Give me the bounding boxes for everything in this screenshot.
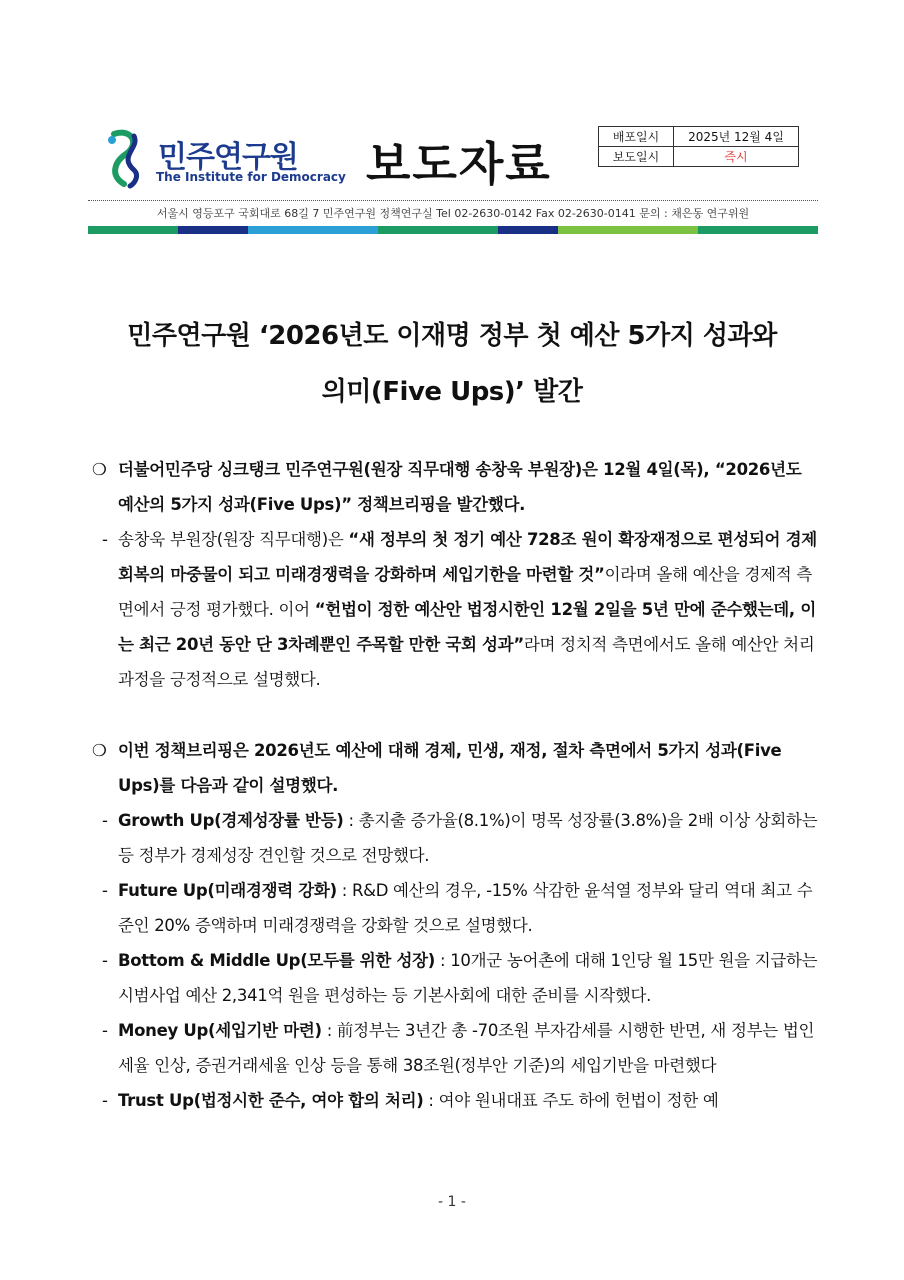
release-info-table [598, 126, 799, 167]
item-heading: Trust Up(법정시한 준수, 여야 합의 처리) [118, 1091, 424, 1110]
header-divider [88, 200, 818, 201]
section-2-text: 이번 정책브리핑은 2026년도 예산에 대해 경제, 민생, 재정, 절차 측면에서 5가지 성과(Five Ups)를 다음과 같이 설명했다. [118, 741, 782, 795]
quote-2: “헌법이 정한 예산안 법정시한인 12월 2일을 5년 만에 준수했는데, 이는 최근 20년 동안 단 3차례뿐인 주목할 만한 국회 성과” [118, 600, 816, 654]
item-body: : R&D 예산의 경우, -15% 삭감한 윤석열 정부와 달리 역대 최고 수준인 20% 증액하며 미래경쟁력을 강화할 것으로 설명했다. [118, 881, 813, 935]
circle-bullet-icon: ❍ [92, 460, 107, 479]
quote-mid: 이라며 올해 예산을 경제적 측면에서 긍정 평가했다. 이어 [118, 565, 813, 619]
embargo-label: 보도일시 [599, 147, 674, 167]
item-heading: Money Up(세입기반 마련) [118, 1021, 322, 1040]
title-line-1: 민주연구원 ‘2026년도 이재명 정부 첫 예산 5가지 성과와 [127, 321, 777, 351]
item-body: : 여야 원내대표 주도 하에 헌법이 정한 예 [423, 1091, 719, 1110]
color-segment [698, 226, 818, 234]
section-2-lead [92, 733, 822, 803]
dash-bullet: - [102, 1021, 108, 1040]
list-item [92, 943, 822, 1013]
color-segment [498, 226, 558, 234]
embargo-value: 즉시 [674, 147, 799, 167]
item-heading: Growth Up(경제성장률 반등) [118, 811, 344, 830]
list-item [92, 803, 822, 873]
institute-name: 민주연구원 [158, 140, 298, 175]
color-segment [248, 226, 378, 234]
title-line-2: 의미(Five Ups)’ 발간 [321, 377, 583, 407]
list-item [92, 1013, 822, 1083]
press-header [88, 118, 818, 198]
quote-1: “새 정부의 첫 정기 예산 728조 원이 확장재정으로 편성되어 경제회복의 마중물이 되고 미래경쟁력을 강화하며 세입기한을 마련할 것” [118, 530, 817, 584]
contact-line: 서울시 영등포구 국회대로 68길 7 민주연구원 정책연구실 Tel 02-2630-0142 Fax 02-2630-0141 문의 : 채은동 연구위원 [156, 207, 750, 220]
section-1-detail [92, 522, 822, 697]
document-body [92, 452, 822, 1118]
dash-bullet: - [102, 951, 108, 970]
quote-end: 라며 정치적 측면에서도 올해 예산안 처리 과정을 긍정적으로 설명했다. [118, 635, 815, 689]
item-heading: Bottom & Middle Up(모두를 위한 성장) [118, 951, 436, 970]
list-item [92, 1083, 822, 1118]
color-segment [378, 226, 498, 234]
list-item [92, 873, 822, 943]
dash-bullet: - [102, 530, 108, 549]
item-body: : 10개군 농어촌에 대해 1인당 월 15만 원을 지급하는 시범사업 예산 2,341억 원을 편성하는 등 기본사회에 대한 준비를 시작했다. [118, 951, 818, 1005]
page-number: - 1 - [438, 1194, 466, 1210]
release-date-label: 배포일시 [599, 127, 674, 147]
section-1-text: 더불어민주당 싱크탱크 민주연구원(원장 직무대행 송창욱 부원장)은 12월 4일(목), “2026년도 예산의 5가지 성과(Five Ups)” 정책브리핑을 발간했다. [118, 460, 802, 514]
item-heading: Future Up(미래경쟁력 강화) [118, 881, 337, 900]
release-date-value: 2025년 12월 4일 [674, 127, 799, 147]
item-body: : 前정부는 3년간 총 -70조원 부자감세를 시행한 반면, 새 정부는 법인세율 인상, 증권거래세율 인상 등을 통해 38조원(정부안 기준)의 세입기반을 마련했다 [118, 1021, 815, 1075]
section-1-lead [92, 452, 822, 522]
press-release-title: 보도자료 [366, 137, 552, 191]
dash-bullet: - [102, 1091, 108, 1110]
document-title [60, 308, 844, 420]
dash-bullet: - [102, 881, 108, 900]
brand-color-bar [88, 226, 818, 234]
dash-bullet: - [102, 811, 108, 830]
circle-bullet-icon: ❍ [92, 741, 107, 760]
quote-intro: 송창욱 부원장(원장 직무대행)은 [118, 530, 349, 549]
color-segment [88, 226, 178, 234]
color-segment [178, 226, 248, 234]
color-segment [558, 226, 698, 234]
institute-name-en: The Institute for Democracy [156, 170, 346, 184]
item-body: : 총지출 증가율(8.1%)이 명목 성장률(3.8%)을 2배 이상 상회하는 등 정부가 경제성장 견인할 것으로 전망했다. [118, 811, 818, 865]
institute-logo-icon [104, 126, 148, 190]
